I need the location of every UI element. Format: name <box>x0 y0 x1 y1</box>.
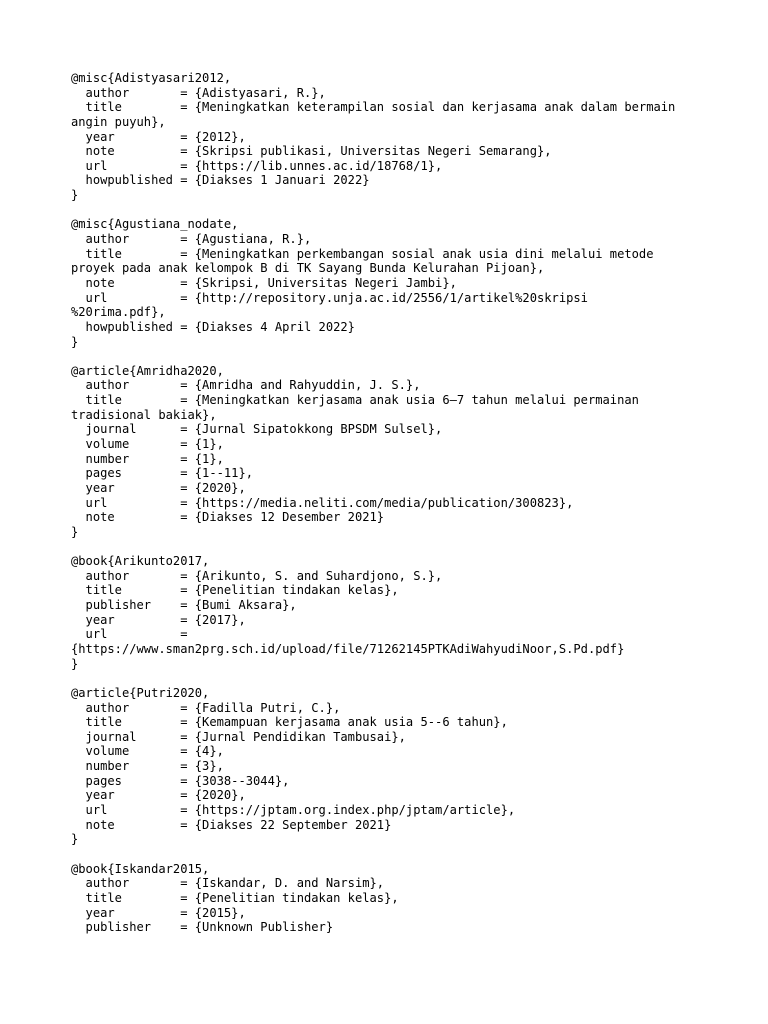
text-line: volume = {4}, <box>71 744 224 759</box>
text-line: %20rima.pdf}, <box>71 305 166 320</box>
text-line: } <box>71 334 79 349</box>
text-line: proyek pada anak kelompok B di TK Sayang Bunda Kelurahan Pijoan}, <box>71 261 545 276</box>
text-line: author = {Iskandar, D. and Narsim}, <box>71 876 385 891</box>
text-line: url = {http://repository.unja.ac.id/2556/1/artikel%20skripsi <box>71 290 588 305</box>
text-line: year = {2020}, <box>71 480 246 495</box>
text-line: volume = {1}, <box>71 437 224 452</box>
text-line: note = {Skripsi publikasi, Universitas Negeri Semarang}, <box>71 144 552 159</box>
text-line: } <box>71 524 79 539</box>
text-line: number = {3}, <box>71 759 224 774</box>
text-line: pages = {1--11}, <box>71 466 254 481</box>
text-line: url = <box>71 627 188 642</box>
text-line: number = {1}, <box>71 451 224 466</box>
text-line: @book{Iskandar2015, <box>71 861 210 876</box>
text-line: } <box>71 832 79 847</box>
text-line: @book{Arikunto2017, <box>71 554 210 569</box>
text-line: @article{Putri2020, <box>71 685 210 700</box>
text-line <box>71 847 731 862</box>
text-line: url = {https://lib.unnes.ac.id/18768/1}, <box>71 158 443 173</box>
text-line: url = {https://media.neliti.com/media/publication/300823}, <box>71 495 574 510</box>
text-line: title = {Meningkatkan kerjasama anak usia 6–7 tahun melalui permainan <box>71 393 639 408</box>
text-line: tradisional bakiak}, <box>71 407 217 422</box>
text-line: author = {Fadilla Putri, C.}, <box>71 700 341 715</box>
text-line: year = {2015}, <box>71 905 246 920</box>
text-line <box>71 671 731 686</box>
text-line: note = {Skripsi, Universitas Negeri Jambi}, <box>71 275 457 290</box>
text-line: title = {Meningkatkan keterampilan sosial dan kerjasama anak dalam bermain <box>71 100 676 115</box>
text-line: } <box>71 188 79 203</box>
text-line: @article{Amridha2020, <box>71 363 224 378</box>
text-line: url = {https://jptam.org.index.php/jptam/article}, <box>71 803 516 818</box>
text-line: journal = {Jurnal Pendidikan Tambusai}, <box>71 729 406 744</box>
text-line: title = {Meningkatkan perkembangan sosial anak usia dini melalui metode <box>71 246 654 261</box>
text-line: publisher = {Bumi Aksara}, <box>71 598 297 613</box>
text-line: publisher = {Unknown Publisher} <box>71 920 334 935</box>
text-line: howpublished = {Diakses 4 April 2022} <box>71 319 355 334</box>
text-line: year = {2020}, <box>71 788 246 803</box>
text-line: year = {2012}, <box>71 129 246 144</box>
text-line <box>71 540 731 555</box>
text-line: author = {Agustiana, R.}, <box>71 232 312 247</box>
text-line: } <box>71 656 79 671</box>
text-line: author = {Amridha and Rahyuddin, J. S.}, <box>71 378 421 393</box>
text-line: pages = {3038--3044}, <box>71 773 290 788</box>
text-line: @misc{Agustiana_nodate, <box>71 217 239 232</box>
text-line: {https://www.sman2prg.sch.id/upload/file/71262145PTKAdiWahyudiNoor,S.Pd.pdf} <box>71 641 625 656</box>
text-line: journal = {Jurnal Sipatokkong BPSDM Sulsel}, <box>71 422 443 437</box>
text-line: title = {Penelitian tindakan kelas}, <box>71 890 399 905</box>
text-line <box>71 349 731 364</box>
text-line: note = {Diakses 12 Desember 2021} <box>71 510 385 525</box>
text-line: author = {Arikunto, S. and Suhardjono, S.}, <box>71 568 443 583</box>
text-line: note = {Diakses 22 September 2021} <box>71 817 392 832</box>
text-line: title = {Kemampuan kerjasama anak usia 5--6 tahun}, <box>71 715 508 730</box>
text-line <box>71 203 731 218</box>
text-line: howpublished = {Diakses 1 Januari 2022} <box>71 173 370 188</box>
text-line: angin puyuh}, <box>71 114 166 129</box>
bibtex-text-block <box>71 71 731 935</box>
text-line: title = {Penelitian tindakan kelas}, <box>71 583 399 598</box>
text-line: year = {2017}, <box>71 612 246 627</box>
text-line: @misc{Adistyasari2012, <box>71 71 232 85</box>
text-line: author = {Adistyasari, R.}, <box>71 85 326 100</box>
